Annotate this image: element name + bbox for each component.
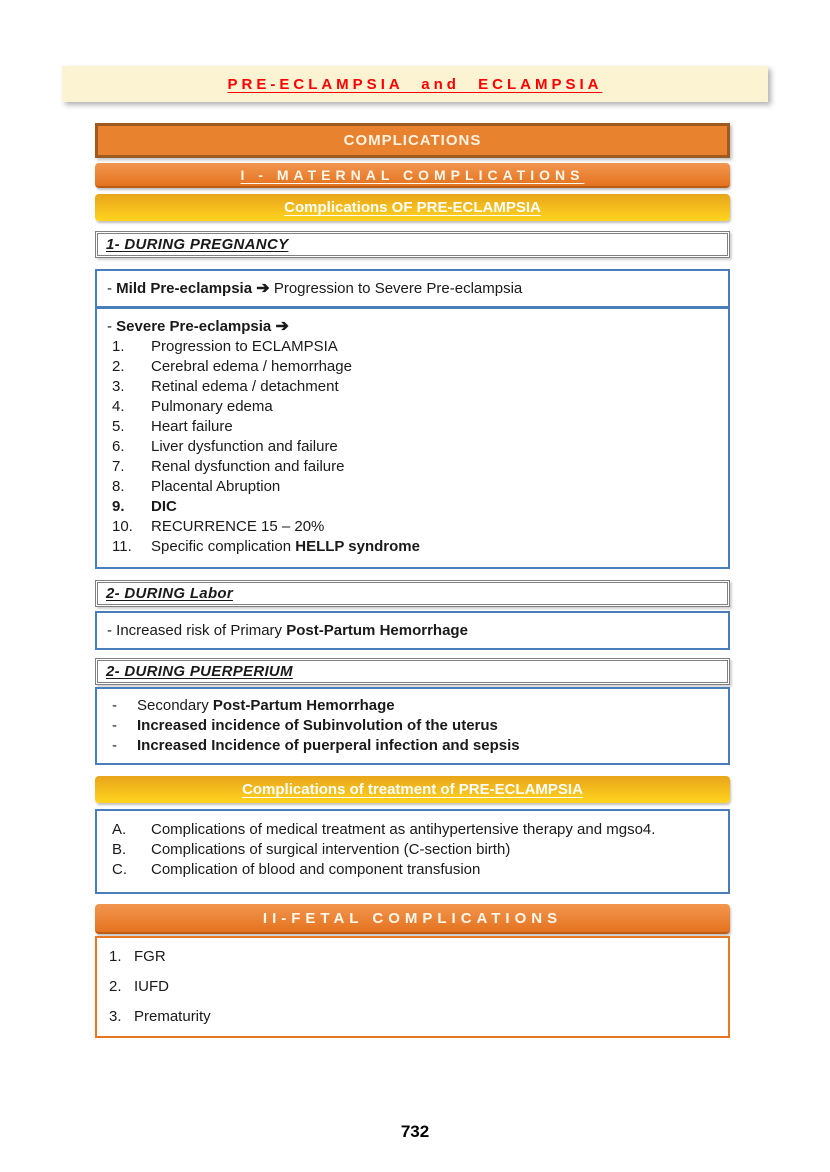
list-item — [107, 537, 718, 557]
list-item-number: 3. — [112, 378, 125, 395]
severe-preeclampsia-box — [95, 307, 730, 569]
list-item-text: Liver dysfunction and failure — [151, 438, 338, 455]
list-item — [107, 840, 718, 860]
puerperium-box — [95, 687, 730, 765]
list-item-text: Progression to ECLAMPSIA — [151, 338, 338, 355]
list-item-number: 3. — [109, 1008, 122, 1025]
list-item — [107, 357, 718, 377]
dash-bullet: - — [107, 280, 112, 297]
list-item-text: Increased incidence of Subinvolution of the uterus — [137, 717, 498, 734]
list-item-text: DIC — [151, 498, 177, 515]
content-column — [95, 123, 730, 1038]
list-item-text: Prematurity — [134, 1008, 211, 1025]
during-puerperium-heading-box — [95, 658, 730, 685]
list-item-text: Retinal edema / detachment — [151, 378, 339, 395]
list-item-text: Increased Incidence of puerperal infection and sepsis — [137, 737, 520, 754]
list-item-number: 1. — [109, 948, 122, 965]
list-item — [107, 397, 718, 417]
list-item-number: 11. — [112, 538, 132, 555]
list-item — [107, 517, 718, 537]
dash-bullet: - — [112, 697, 117, 714]
list-item-letter: B. — [112, 841, 127, 858]
complications-banner — [95, 123, 730, 158]
list-item — [107, 377, 718, 397]
list-item-text: Complications of surgical intervention (C-section birth) — [151, 841, 511, 858]
labor-item-bold: Post-Partum Hemorrhage — [286, 622, 468, 639]
treatment-list — [107, 820, 718, 880]
list-item-letter: C. — [112, 861, 127, 878]
during-labor-heading-box — [95, 580, 730, 607]
list-item-number: 1. — [112, 338, 125, 355]
fetal-list — [107, 947, 718, 1027]
severe-preeclampsia-label: Severe Pre-eclampsia — [116, 318, 272, 335]
list-item — [107, 1007, 718, 1027]
list-item-text: Renal dysfunction and failure — [151, 458, 345, 475]
list-item — [107, 820, 718, 840]
complications-banner-label: COMPLICATIONS — [343, 132, 482, 149]
list-item-number: 2. — [112, 358, 125, 375]
list-item — [107, 437, 718, 457]
during-labor-heading: 2- DURING Labor — [106, 585, 234, 602]
list-item — [107, 337, 718, 357]
list-item-text: IUFD — [134, 978, 169, 995]
page-number: 732 — [400, 1122, 430, 1141]
title-banner — [62, 66, 768, 102]
list-item-text: Complication of blood and component transfusion — [151, 861, 481, 878]
complications-of-preeclampsia-banner — [95, 194, 730, 221]
during-pregnancy-heading: 1- DURING PREGNANCY — [106, 236, 289, 253]
list-item-text: Pulmonary edema — [151, 398, 273, 415]
list-item — [107, 947, 718, 967]
list-item — [107, 696, 718, 716]
labor-item-prefix: - Increased risk of Primary — [107, 622, 287, 639]
list-item-text: Placental Abruption — [151, 478, 281, 495]
during-puerperium-heading: 2- DURING PUERPERIUM — [106, 663, 293, 680]
preeclampsia-banner-label: Complications OF PRE-ECLAMPSIA — [284, 199, 541, 216]
list-item-number: 8. — [112, 478, 125, 495]
labor-item — [107, 620, 718, 641]
list-item-number: 10. — [112, 518, 133, 535]
list-item-text: Cerebral edema / hemorrhage — [151, 358, 352, 375]
list-item-text: FGR — [134, 948, 166, 965]
dash-bullet: - — [112, 737, 117, 754]
list-item-number: 2. — [109, 978, 122, 995]
puerperium-list — [107, 696, 718, 756]
list-item-text: Complications of medical treatment as antihypertensive therapy and mgso4. — [151, 821, 656, 838]
treatment-banner-label: Complications of treatment of PRE-ECLAMPSIA — [242, 781, 583, 798]
right-arrow-icon: ➔ — [275, 318, 289, 335]
mild-preeclampsia-line — [107, 278, 718, 299]
severe-preeclampsia-line — [107, 316, 718, 337]
list-item — [107, 417, 718, 437]
list-item-number: 6. — [112, 438, 125, 455]
list-item-text: Heart failure — [151, 418, 233, 435]
dash-bullet: - — [107, 318, 112, 335]
list-item-text: Specific complication HELLP syndrome — [151, 538, 420, 555]
list-item — [107, 736, 718, 756]
right-arrow-icon: ➔ — [256, 280, 270, 297]
list-item — [107, 860, 718, 880]
list-item-text: Secondary Post-Partum Hemorrhage — [137, 697, 395, 714]
list-item-number: 9. — [112, 498, 125, 515]
treatment-complications-banner — [95, 776, 730, 803]
list-item — [107, 477, 718, 497]
maternal-complications-banner — [95, 163, 730, 188]
during-labor-box — [95, 611, 730, 650]
during-pregnancy-heading-box — [95, 231, 730, 258]
maternal-banner-label: I - MATERNAL COMPLICATIONS — [240, 166, 585, 183]
list-item — [107, 977, 718, 997]
list-item-number: 7. — [112, 458, 125, 475]
list-item — [107, 497, 718, 517]
list-item-text: RECURRENCE 15 – 20% — [151, 518, 325, 535]
mild-preeclampsia-box — [95, 269, 730, 308]
severe-complications-list — [107, 337, 718, 557]
dash-bullet: - — [112, 717, 117, 734]
list-item-number: 4. — [112, 398, 125, 415]
page-title: PRE-ECLAMPSIA and ECLAMPSIA — [227, 75, 603, 93]
list-item-letter: A. — [112, 821, 127, 838]
fetal-complications-banner — [95, 904, 730, 934]
mild-preeclampsia-text: Progression to Severe Pre-eclampsia — [273, 280, 523, 297]
mild-preeclampsia-label: Mild Pre-eclampsia — [116, 280, 253, 297]
list-item — [107, 457, 718, 477]
fetal-banner-label: II-FETAL COMPLICATIONS — [262, 909, 563, 927]
treatment-complications-box — [95, 809, 730, 894]
list-item-number: 5. — [112, 418, 125, 435]
fetal-complications-box — [95, 936, 730, 1038]
list-item — [107, 716, 718, 736]
